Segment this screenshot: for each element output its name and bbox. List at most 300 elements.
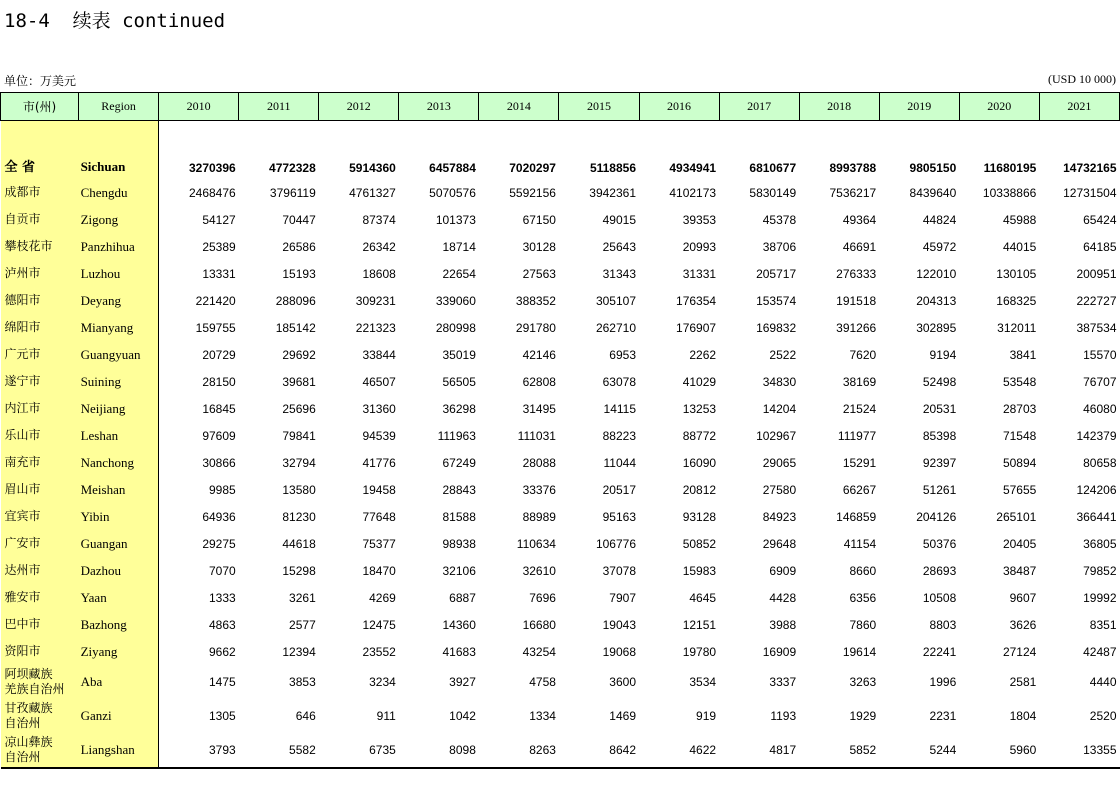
row-value: 124206 bbox=[1076, 482, 1117, 497]
row-value: 14360 bbox=[442, 617, 476, 632]
row-city: 资阳市 bbox=[1, 638, 79, 665]
row-value: 3337 bbox=[769, 675, 797, 689]
row-value: 10338866 bbox=[982, 185, 1037, 200]
row-value: 51261 bbox=[922, 482, 957, 497]
table-row bbox=[1, 206, 1120, 233]
row-region: Guangyuan bbox=[79, 341, 159, 368]
row-city: 眉山市 bbox=[1, 476, 79, 503]
row-value: 911 bbox=[376, 709, 396, 723]
row-value: 30866 bbox=[202, 455, 236, 470]
row-value: 14115 bbox=[603, 401, 636, 416]
row-value: 13331 bbox=[202, 266, 236, 281]
row-value: 8660 bbox=[849, 563, 877, 578]
row-value: 222727 bbox=[1076, 293, 1117, 308]
row-value: 191518 bbox=[836, 293, 877, 308]
column-header-year: 2018 bbox=[799, 93, 879, 121]
row-value: 36298 bbox=[442, 401, 476, 416]
row-value: 1305 bbox=[208, 709, 236, 723]
row-value: 88223 bbox=[602, 428, 636, 443]
row-value: 46507 bbox=[362, 374, 396, 389]
row-value: 16845 bbox=[202, 401, 236, 416]
row-value: 76707 bbox=[1083, 374, 1117, 389]
row-value: 2231 bbox=[929, 709, 957, 723]
row-value: 39681 bbox=[282, 374, 316, 389]
row-value: 23552 bbox=[362, 644, 396, 659]
row-value: 36805 bbox=[1083, 536, 1117, 551]
row-value: 309231 bbox=[355, 293, 396, 308]
row-value: 21524 bbox=[842, 401, 877, 416]
row-value: 6810677 bbox=[749, 161, 797, 175]
table-row bbox=[1, 422, 1120, 449]
row-value: 97609 bbox=[202, 428, 236, 443]
row-value: 110634 bbox=[516, 536, 556, 551]
column-header-year: 2020 bbox=[959, 93, 1039, 121]
column-header-year: 2012 bbox=[319, 93, 399, 121]
row-city: 巴中市 bbox=[1, 611, 79, 638]
column-header-year: 2019 bbox=[879, 93, 959, 121]
table-row bbox=[1, 557, 1120, 584]
row-value: 4934941 bbox=[669, 161, 717, 175]
row-value: 1042 bbox=[449, 709, 476, 723]
row-city: 乐山市 bbox=[1, 422, 79, 449]
row-value: 94539 bbox=[362, 428, 396, 443]
row-city: 成都市 bbox=[1, 179, 79, 206]
row-value: 4817 bbox=[719, 733, 799, 768]
row-value: 12731504 bbox=[1063, 185, 1117, 200]
row-value: 6356 bbox=[849, 590, 877, 605]
row-value: 15298 bbox=[282, 563, 316, 578]
row-value: 1929 bbox=[849, 709, 877, 723]
row-value: 92397 bbox=[922, 455, 957, 470]
row-city: 广安市 bbox=[1, 530, 79, 557]
row-city: 德阳市 bbox=[1, 287, 79, 314]
row-value: 302895 bbox=[916, 320, 957, 335]
row-value: 18608 bbox=[362, 266, 396, 281]
row-value: 3270396 bbox=[188, 161, 236, 175]
row-value: 77648 bbox=[362, 509, 396, 524]
row-value: 5830149 bbox=[749, 185, 797, 200]
row-value: 29692 bbox=[282, 347, 316, 362]
row-value: 45378 bbox=[762, 212, 797, 227]
row-value: 50852 bbox=[682, 536, 717, 551]
table-row bbox=[1, 530, 1120, 557]
row-value: 79852 bbox=[1083, 563, 1117, 578]
row-value: 6887 bbox=[449, 590, 476, 605]
row-value: 14204 bbox=[762, 401, 797, 416]
row-value: 3234 bbox=[369, 675, 396, 689]
row-value: 168325 bbox=[996, 293, 1037, 308]
row-value: 4622 bbox=[639, 733, 719, 768]
row-city: 遂宁市 bbox=[1, 368, 79, 395]
row-value: 3793 bbox=[159, 733, 239, 768]
row-value: 38487 bbox=[1002, 563, 1037, 578]
row-city: 自贡市 bbox=[1, 206, 79, 233]
table-row bbox=[1, 179, 1120, 206]
row-value: 146859 bbox=[836, 509, 877, 524]
row-value: 11044 bbox=[603, 455, 636, 470]
row-value: 13253 bbox=[682, 401, 717, 416]
row-region: Yibin bbox=[79, 503, 159, 530]
row-value: 54127 bbox=[202, 212, 236, 227]
row-value: 19780 bbox=[682, 644, 717, 659]
row-value: 44015 bbox=[1002, 239, 1037, 254]
row-value: 20993 bbox=[682, 239, 717, 254]
row-value: 20517 bbox=[602, 482, 636, 497]
row-value: 80658 bbox=[1083, 455, 1117, 470]
row-value: 44618 bbox=[282, 536, 316, 551]
row-value: 28150 bbox=[202, 374, 236, 389]
row-value: 3841 bbox=[1009, 347, 1037, 362]
column-header-year: 2011 bbox=[239, 93, 319, 121]
table-row bbox=[1, 733, 1120, 768]
row-value: 8642 bbox=[559, 733, 639, 768]
row-value: 53548 bbox=[1002, 374, 1037, 389]
column-header-year: 2021 bbox=[1039, 93, 1119, 121]
row-value: 3988 bbox=[769, 617, 797, 632]
row-region: Bazhong bbox=[79, 611, 159, 638]
row-value: 28088 bbox=[522, 455, 556, 470]
row-value: 111031 bbox=[517, 428, 556, 443]
row-value: 13580 bbox=[282, 482, 316, 497]
column-header-region: Region bbox=[79, 93, 159, 121]
row-value: 9985 bbox=[208, 482, 236, 497]
page-title: 18-4 续表 continued bbox=[4, 10, 226, 32]
row-value: 388352 bbox=[515, 293, 556, 308]
row-region: Liangshan bbox=[79, 733, 159, 768]
row-city: 甘孜藏族 自治州 bbox=[1, 699, 79, 733]
column-header-year: 2014 bbox=[479, 93, 559, 121]
table-row bbox=[1, 368, 1120, 395]
row-value: 2262 bbox=[689, 347, 717, 362]
row-value: 7620 bbox=[849, 347, 877, 362]
row-value: 391266 bbox=[836, 320, 877, 335]
row-value: 5852 bbox=[799, 733, 879, 768]
column-header-year: 2017 bbox=[719, 93, 799, 121]
row-value: 142379 bbox=[1076, 428, 1117, 443]
row-value: 5592156 bbox=[509, 185, 556, 200]
row-region: Suining bbox=[79, 368, 159, 395]
row-value: 3263 bbox=[849, 675, 877, 689]
row-value: 7536217 bbox=[829, 185, 877, 200]
table-row bbox=[1, 233, 1120, 260]
row-region: Yaan bbox=[79, 584, 159, 611]
row-city: 攀枝花市 bbox=[1, 233, 79, 260]
row-value: 33844 bbox=[362, 347, 396, 362]
row-value: 221323 bbox=[355, 320, 396, 335]
column-header-year: 2013 bbox=[399, 93, 479, 121]
row-value: 1804 bbox=[1009, 709, 1037, 723]
table-row bbox=[1, 449, 1120, 476]
row-value: 4761327 bbox=[349, 185, 396, 200]
row-value: 85398 bbox=[922, 428, 957, 443]
row-value: 49364 bbox=[842, 212, 877, 227]
row-value: 4269 bbox=[369, 590, 396, 605]
row-city: 泸州市 bbox=[1, 260, 79, 287]
row-value: 8351 bbox=[1089, 617, 1117, 632]
row-value: 43254 bbox=[522, 644, 556, 659]
row-value: 46691 bbox=[842, 239, 877, 254]
row-region: Ziyang bbox=[79, 638, 159, 665]
row-value: 32610 bbox=[522, 563, 556, 578]
row-city: 广元市 bbox=[1, 341, 79, 368]
row-value: 1996 bbox=[929, 675, 957, 689]
row-value: 2522 bbox=[769, 347, 797, 362]
row-value: 50376 bbox=[922, 536, 957, 551]
row-value: 27580 bbox=[762, 482, 797, 497]
column-header-year: 2016 bbox=[639, 93, 719, 121]
row-value: 8098 bbox=[399, 733, 479, 768]
table-row bbox=[1, 341, 1120, 368]
row-value: 34830 bbox=[762, 374, 797, 389]
row-value: 33376 bbox=[522, 482, 556, 497]
row-value: 9662 bbox=[208, 644, 236, 659]
row-city: 全 省 bbox=[1, 145, 79, 179]
row-value: 70447 bbox=[282, 212, 316, 227]
row-value: 71548 bbox=[1002, 428, 1037, 443]
row-value: 6457884 bbox=[429, 161, 476, 175]
row-value: 3534 bbox=[689, 675, 717, 689]
row-value: 2577 bbox=[289, 617, 316, 632]
row-value: 67150 bbox=[522, 212, 556, 227]
row-value: 30128 bbox=[522, 239, 556, 254]
row-region: Sichuan bbox=[79, 145, 159, 179]
row-value: 4440 bbox=[1089, 675, 1117, 689]
row-city: 阿坝藏族 羌族自治州 bbox=[1, 665, 79, 699]
row-value: 102967 bbox=[756, 428, 797, 443]
row-value: 50894 bbox=[1002, 455, 1037, 470]
row-value: 28703 bbox=[1002, 401, 1037, 416]
row-value: 7696 bbox=[529, 590, 556, 605]
row-value: 204126 bbox=[916, 509, 957, 524]
table-row bbox=[1, 395, 1120, 422]
row-value: 312011 bbox=[997, 320, 1037, 335]
row-value: 84923 bbox=[762, 509, 797, 524]
row-value: 3261 bbox=[289, 590, 316, 605]
row-value: 15983 bbox=[682, 563, 717, 578]
row-value: 6735 bbox=[319, 733, 399, 768]
row-value: 81230 bbox=[282, 509, 316, 524]
row-value: 169832 bbox=[756, 320, 797, 335]
row-value: 63078 bbox=[602, 374, 636, 389]
row-value: 12394 bbox=[282, 644, 316, 659]
row-value: 1333 bbox=[208, 590, 236, 605]
row-value: 19614 bbox=[842, 644, 877, 659]
row-value: 22241 bbox=[922, 644, 957, 659]
row-region: Chengdu bbox=[79, 179, 159, 206]
row-value: 205717 bbox=[756, 266, 797, 281]
row-region: Ganzi bbox=[79, 699, 159, 733]
row-value: 42146 bbox=[522, 347, 556, 362]
row-value: 9194 bbox=[929, 347, 957, 362]
table-row bbox=[1, 638, 1120, 665]
row-value: 29648 bbox=[762, 536, 797, 551]
table-body bbox=[1, 121, 1120, 769]
row-value: 1193 bbox=[770, 709, 797, 723]
row-value: 6909 bbox=[769, 563, 797, 578]
row-value: 3942361 bbox=[589, 185, 636, 200]
row-value: 41683 bbox=[442, 644, 476, 659]
row-value: 1334 bbox=[529, 709, 556, 723]
row-value: 8993788 bbox=[829, 161, 877, 175]
row-value: 28843 bbox=[442, 482, 476, 497]
row-value: 3600 bbox=[609, 675, 636, 689]
row-value: 31331 bbox=[682, 266, 717, 281]
row-value: 66267 bbox=[842, 482, 877, 497]
row-value: 339060 bbox=[435, 293, 476, 308]
row-value: 45972 bbox=[922, 239, 957, 254]
row-city: 达州市 bbox=[1, 557, 79, 584]
row-value: 88989 bbox=[522, 509, 556, 524]
row-value: 14732165 bbox=[1063, 161, 1117, 175]
row-value: 7070 bbox=[208, 563, 236, 578]
row-value: 35019 bbox=[442, 347, 476, 362]
row-value: 919 bbox=[696, 709, 717, 723]
row-value: 1469 bbox=[609, 709, 636, 723]
row-region: Zigong bbox=[79, 206, 159, 233]
trade-table bbox=[0, 92, 1120, 769]
row-value: 159755 bbox=[195, 320, 236, 335]
column-header-year: 2015 bbox=[559, 93, 639, 121]
row-region: Luzhou bbox=[79, 260, 159, 287]
row-value: 10508 bbox=[922, 590, 957, 605]
row-value: 291780 bbox=[515, 320, 556, 335]
row-value: 7907 bbox=[609, 590, 636, 605]
row-value: 122010 bbox=[916, 266, 957, 281]
row-value: 32794 bbox=[282, 455, 316, 470]
row-value: 19458 bbox=[362, 482, 396, 497]
row-value: 185142 bbox=[275, 320, 316, 335]
row-value: 4645 bbox=[689, 590, 717, 605]
row-value: 31343 bbox=[602, 266, 636, 281]
row-value: 29065 bbox=[762, 455, 797, 470]
row-value: 5244 bbox=[879, 733, 959, 768]
row-value: 5118856 bbox=[589, 161, 636, 175]
table-row bbox=[1, 287, 1120, 314]
row-city: 绵阳市 bbox=[1, 314, 79, 341]
row-value: 98938 bbox=[442, 536, 476, 551]
row-value: 88772 bbox=[682, 428, 717, 443]
row-value: 49015 bbox=[602, 212, 636, 227]
row-value: 25643 bbox=[602, 239, 636, 254]
row-value: 64936 bbox=[202, 509, 236, 524]
row-value: 8439640 bbox=[909, 185, 957, 200]
row-value: 153574 bbox=[756, 293, 797, 308]
row-value: 38169 bbox=[842, 374, 877, 389]
row-value: 106776 bbox=[595, 536, 636, 551]
row-value: 5582 bbox=[239, 733, 319, 768]
row-value: 52498 bbox=[922, 374, 957, 389]
row-value: 64185 bbox=[1083, 239, 1117, 254]
row-value: 5960 bbox=[959, 733, 1039, 768]
unit-label-en: (USD 10 000) bbox=[1048, 72, 1116, 86]
spacer-row bbox=[1, 121, 1120, 146]
row-value: 3626 bbox=[1009, 617, 1037, 632]
row-value: 18470 bbox=[362, 563, 396, 578]
row-region: Mianyang bbox=[79, 314, 159, 341]
row-value: 9805150 bbox=[909, 161, 957, 175]
row-value: 7860 bbox=[849, 617, 877, 632]
column-header-city: 市(州) bbox=[1, 93, 79, 121]
row-value: 32106 bbox=[442, 563, 476, 578]
row-city: 内江市 bbox=[1, 395, 79, 422]
row-value: 75377 bbox=[362, 536, 396, 551]
row-value: 26586 bbox=[282, 239, 316, 254]
row-value: 13355 bbox=[1039, 733, 1119, 768]
row-value: 25696 bbox=[282, 401, 316, 416]
row-value: 3853 bbox=[289, 675, 316, 689]
row-city: 宜宾市 bbox=[1, 503, 79, 530]
row-value: 19068 bbox=[602, 644, 636, 659]
row-value: 19043 bbox=[602, 617, 636, 632]
row-value: 67249 bbox=[442, 455, 476, 470]
row-value: 8803 bbox=[929, 617, 957, 632]
table-row bbox=[1, 503, 1120, 530]
row-value: 204313 bbox=[916, 293, 957, 308]
row-value: 3796119 bbox=[269, 185, 316, 200]
row-value: 31495 bbox=[522, 401, 556, 416]
row-value: 22654 bbox=[442, 266, 476, 281]
row-value: 79841 bbox=[282, 428, 316, 443]
row-region: Deyang bbox=[79, 287, 159, 314]
row-value: 4428 bbox=[769, 590, 797, 605]
row-value: 265101 bbox=[996, 509, 1037, 524]
row-value: 37078 bbox=[602, 563, 636, 578]
row-region: Panzhihua bbox=[79, 233, 159, 260]
column-header-year: 2010 bbox=[159, 93, 239, 121]
row-value: 305107 bbox=[595, 293, 636, 308]
table-row bbox=[1, 145, 1120, 179]
row-value: 44824 bbox=[922, 212, 957, 227]
row-value: 111977 bbox=[837, 428, 877, 443]
row-value: 12151 bbox=[682, 617, 717, 632]
row-region: Neijiang bbox=[79, 395, 159, 422]
table-row bbox=[1, 476, 1120, 503]
row-value: 29275 bbox=[202, 536, 236, 551]
row-region: Aba bbox=[79, 665, 159, 699]
row-value: 12475 bbox=[362, 617, 396, 632]
row-city: 雅安市 bbox=[1, 584, 79, 611]
row-value: 25389 bbox=[202, 239, 236, 254]
row-value: 288096 bbox=[275, 293, 316, 308]
row-value: 27124 bbox=[1002, 644, 1037, 659]
row-region: Meishan bbox=[79, 476, 159, 503]
row-value: 15570 bbox=[1083, 347, 1117, 362]
row-value: 4863 bbox=[208, 617, 236, 632]
row-value: 20729 bbox=[202, 347, 236, 362]
row-value: 20812 bbox=[682, 482, 717, 497]
table-row bbox=[1, 665, 1120, 699]
row-value: 2581 bbox=[1009, 675, 1037, 689]
row-value: 87374 bbox=[362, 212, 396, 227]
row-value: 95163 bbox=[602, 509, 636, 524]
row-value: 41154 bbox=[843, 536, 877, 551]
row-city: 凉山彝族 自治州 bbox=[1, 733, 79, 768]
row-value: 111963 bbox=[437, 428, 476, 443]
data-table-container bbox=[0, 92, 1120, 769]
row-value: 56505 bbox=[442, 374, 476, 389]
table-row bbox=[1, 584, 1120, 611]
row-value: 6953 bbox=[609, 347, 636, 362]
row-value: 280998 bbox=[435, 320, 476, 335]
row-value: 176354 bbox=[676, 293, 717, 308]
row-value: 4102173 bbox=[669, 185, 717, 200]
row-value: 28693 bbox=[922, 563, 957, 578]
table-row bbox=[1, 699, 1120, 733]
row-region: Leshan bbox=[79, 422, 159, 449]
row-value: 41029 bbox=[682, 374, 717, 389]
row-value: 4772328 bbox=[269, 161, 316, 175]
row-value: 81588 bbox=[442, 509, 476, 524]
